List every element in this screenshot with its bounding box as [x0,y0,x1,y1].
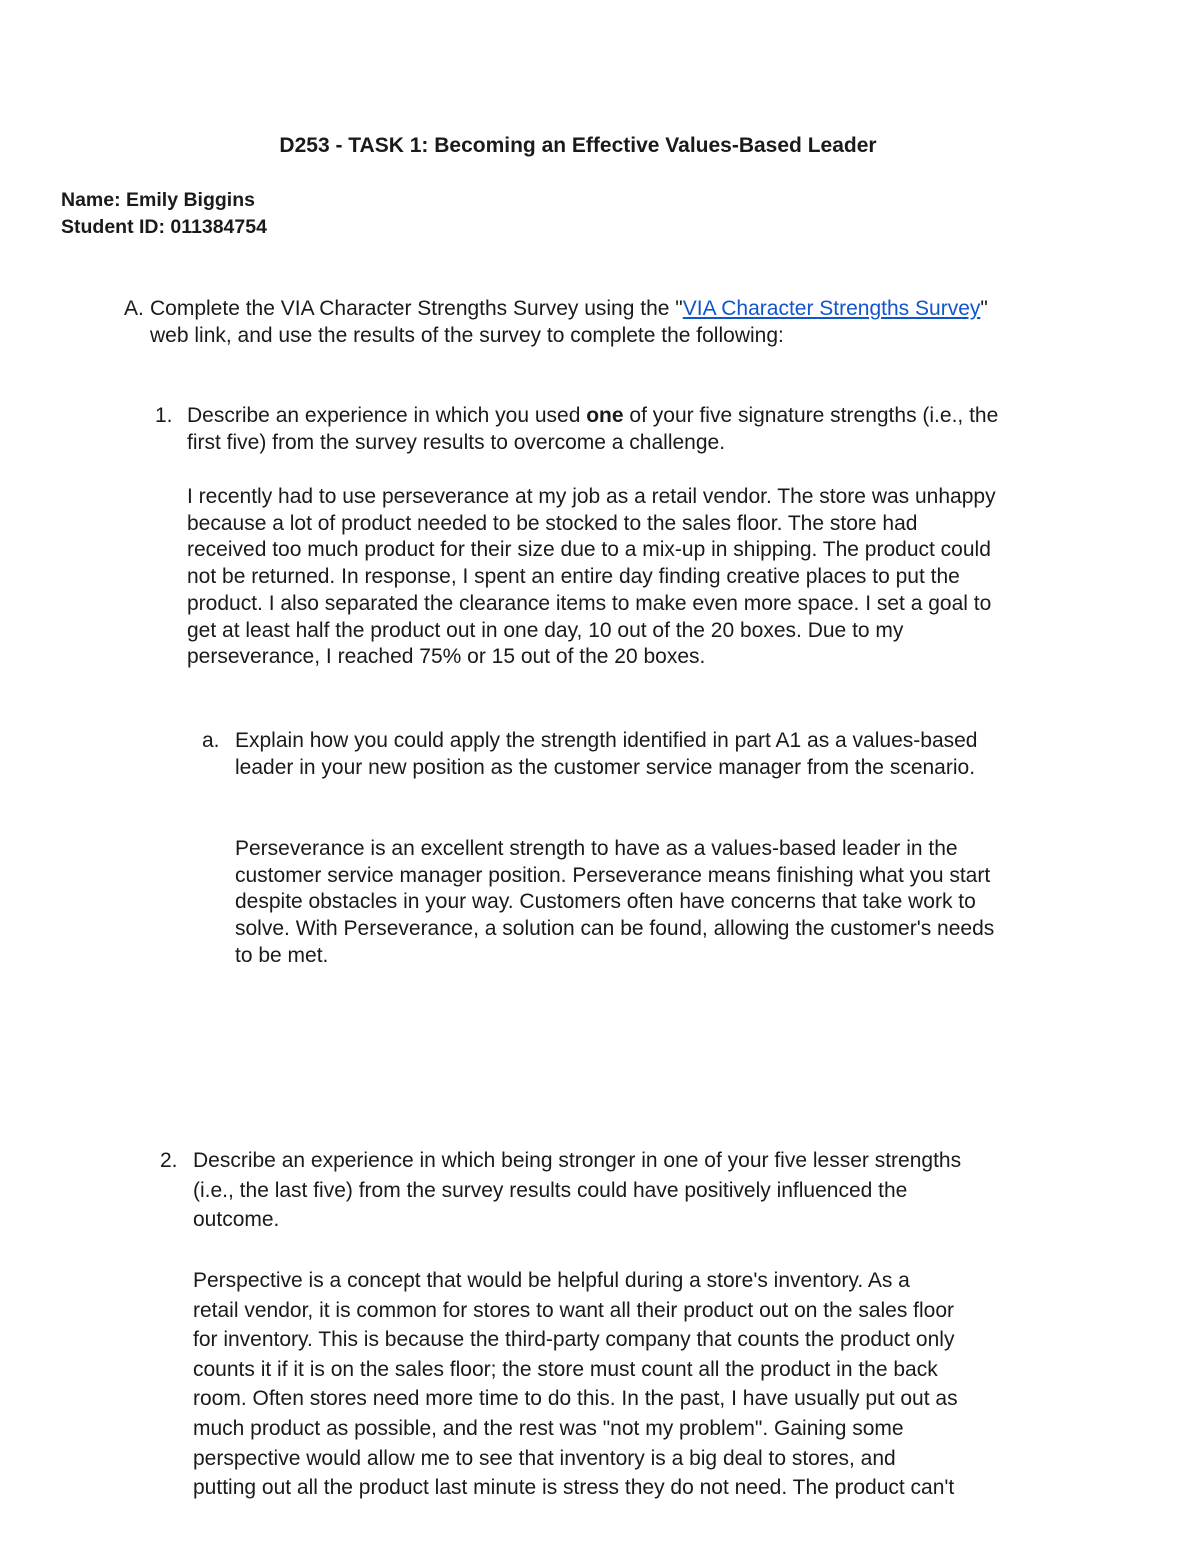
answer-line: retail vendor, it is common for stores to want all their product out on the sales floor [193,1298,955,1322]
item-2-answer [193,1266,958,1503]
section-a-marker: A. [124,297,144,320]
item-1-prompt-line-2: first five) from the survey results to overcome a challenge. [187,430,726,454]
item-1-prompt-start: Describe an experience in which you used [187,404,587,427]
item-1-prompt [187,403,998,456]
answer-line: I recently had to use perseverance at my job as a retail vendor. The store was unhappy [187,485,996,508]
prompt-line: (i.e., the last five) from the survey results could have positively influenced the [193,1178,908,1202]
answer-line: to be met. [235,943,329,967]
item-2-marker: 2. [160,1149,178,1172]
section-a-line-1 [150,296,988,323]
section-a-quote: " [980,297,988,320]
prompt-line: Describe an experience in which being stronger in one of your five lesser strengths [193,1149,962,1172]
item-1a-marker: a. [202,729,220,752]
document-title: D253 - TASK 1: Becoming an Effective Values-Based Leader [279,134,877,157]
answer-line: get at least half the product out in one day, 10 out of the 20 boxes. Due to my [187,618,904,642]
section-a-text: Complete the VIA Character Strengths Survey using the " [150,297,683,320]
item-1-prompt-line-1 [187,403,998,430]
answer-line: received too much product for their size due to a mix-up in shipping. The product could [187,538,991,562]
item-1-answer [187,484,996,671]
answer-line: solve. With Perseverance, a solution can be found, allowing the customer's needs [235,917,995,941]
student-name: Emily Biggins [126,189,255,211]
name-label: Name: [61,189,121,211]
section-a-line-2: web link, and use the results of the survey to complete the following: [150,323,784,347]
answer-line: perseverance, I reached 75% or 15 out of the 20 boxes. [187,645,706,669]
via-survey-link[interactable]: VIA Character Strengths Survey [682,297,981,320]
answer-line: because a lot of product needed to be stocked to the sales floor. The store had [187,511,918,535]
student-id-label: Student ID: [61,216,165,238]
answer-line: customer service manager position. Perseverance means finishing what you start [235,863,991,887]
answer-line: counts it if it is on the sales floor; the store must count all the product in the back [193,1357,938,1381]
answer-line: despite obstacles in your way. Customers often have concerns that take work to [235,890,976,914]
answer-line: for inventory. This is because the third-party company that counts the product only [193,1328,955,1352]
student-name-line [61,188,255,213]
answer-line: Perspective is a concept that would be helpful during a store's inventory. As a [193,1269,910,1292]
answer-line: product. I also separated the clearance items to make even more space. I set a goal to [187,591,992,615]
item-1-prompt-end: of your five signature strengths (i.e., the [623,404,999,427]
answer-line: perspective would allow me to see that inventory is a big deal to stores, and [193,1446,896,1470]
item-1-prompt-emphasis: one [586,404,624,427]
item-1a-prompt [235,728,977,781]
answer-line: Perseverance is an excellent strength to have as a values-based leader in the [235,837,958,860]
answer-line: room. Often stores need more time to do this. In the past, I have usually put out as [193,1387,958,1411]
prompt-line: leader in your new position as the customer service manager from the scenario. [235,755,976,779]
student-id-line [61,215,267,240]
answer-line: much product as possible, and the rest was "not my problem". Gaining some [193,1416,904,1440]
student-id: 011384754 [170,216,267,238]
answer-line: not be returned. In response, I spent an entire day finding creative places to put the [187,565,960,589]
item-1-marker: 1. [155,404,173,427]
section-a-instructions [150,296,988,349]
item-1a-answer [235,836,994,970]
answer-line: putting out all the product last minute is stress they do not need. The product can't [193,1476,955,1500]
prompt-line: outcome. [193,1208,280,1232]
prompt-line: Explain how you could apply the strength identified in part A1 as a values-based [235,729,978,752]
item-2-prompt [193,1146,961,1235]
